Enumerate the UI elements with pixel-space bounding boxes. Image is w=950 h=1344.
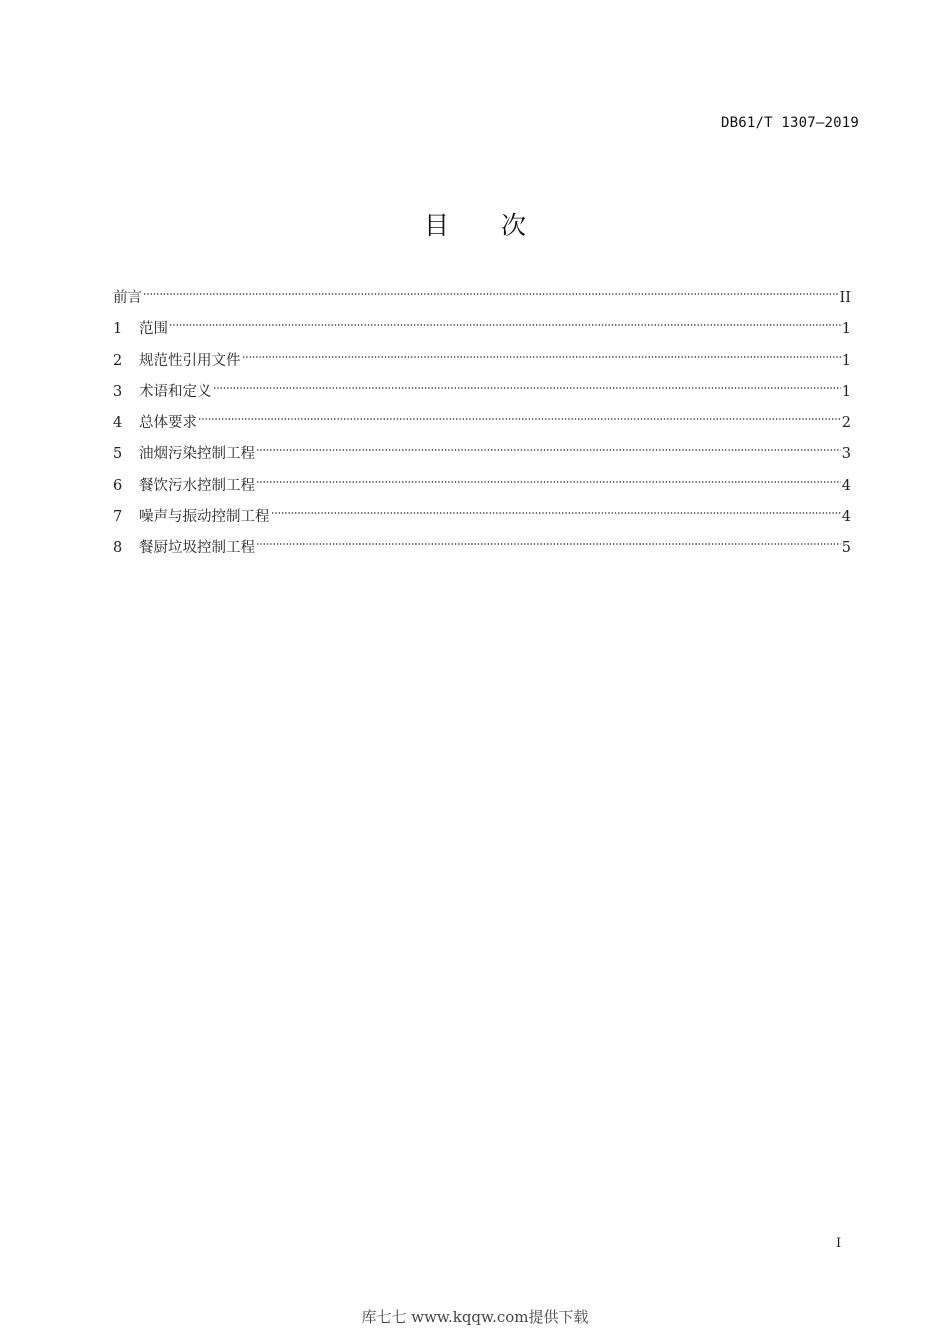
- toc-leader-dots: [256, 477, 841, 487]
- toc-entry-foreword[interactable]: [113, 286, 851, 317]
- toc-entry-number: 1: [113, 321, 123, 338]
- toc-entry-wastewater-control[interactable]: [113, 474, 851, 505]
- toc-entry-label: 餐饮污水控制工程: [139, 477, 255, 494]
- toc-entry-label: 前言: [113, 290, 142, 306]
- title-char-2: 次: [501, 211, 527, 240]
- toc-entry-number: 8: [113, 540, 123, 557]
- toc-entry-label: 总体要求: [139, 415, 197, 432]
- toc-entry-page: 4: [841, 509, 851, 526]
- table-of-contents: [113, 286, 851, 568]
- toc-entry-page: 2: [841, 415, 851, 432]
- toc-entry-label: 术语和定义: [139, 383, 212, 400]
- toc-entry-general-requirements[interactable]: [113, 411, 851, 442]
- toc-leader-dots: [271, 508, 841, 518]
- toc-leader-dots: [169, 320, 841, 330]
- toc-entry-number: 5: [113, 446, 123, 463]
- toc-leader-dots: [256, 539, 841, 549]
- toc-entry-page: 5: [841, 540, 851, 557]
- toc-entry-label: 范围: [139, 321, 168, 338]
- toc-entry-page: 4: [841, 477, 851, 494]
- toc-entry-number: 2: [113, 352, 123, 369]
- page-number: I: [836, 1236, 842, 1251]
- toc-entry-page: 1: [841, 383, 851, 400]
- toc-entry-label: 油烟污染控制工程: [139, 446, 255, 463]
- toc-entry-number: 4: [113, 415, 123, 432]
- toc-entry-oil-fume-control[interactable]: [113, 442, 851, 473]
- toc-entry-page: 3: [841, 446, 851, 463]
- toc-leader-dots: [242, 352, 841, 362]
- toc-entry-number: 3: [113, 383, 123, 400]
- toc-entry-label: 噪声与振动控制工程: [139, 509, 270, 526]
- title-char-1: 目: [423, 211, 449, 240]
- toc-entry-page: 1: [841, 352, 851, 369]
- toc-entry-label: 规范性引用文件: [139, 352, 241, 369]
- toc-entry-page: 1: [841, 321, 851, 338]
- toc-entry-terms-definitions[interactable]: [113, 380, 851, 411]
- toc-entry-noise-vibration-control[interactable]: [113, 505, 851, 536]
- toc-entry-number: 6: [113, 477, 123, 494]
- toc-entry-page: II: [839, 290, 851, 306]
- document-code: DB61/T 1307—2019: [720, 115, 859, 131]
- toc-entry-normative-references[interactable]: [113, 349, 851, 380]
- toc-leader-dots: [213, 383, 841, 393]
- toc-leader-dots: [198, 414, 841, 424]
- toc-entry-label: 餐厨垃圾控制工程: [139, 540, 255, 557]
- download-watermark: 库七七 www.kqqw.com提供下载: [361, 1308, 589, 1326]
- page-title: [0, 206, 950, 242]
- toc-leader-dots: [143, 289, 839, 299]
- toc-entry-scope[interactable]: [113, 317, 851, 348]
- toc-entry-number: 7: [113, 509, 123, 526]
- toc-leader-dots: [256, 445, 841, 455]
- toc-entry-kitchen-waste-control[interactable]: [113, 536, 851, 567]
